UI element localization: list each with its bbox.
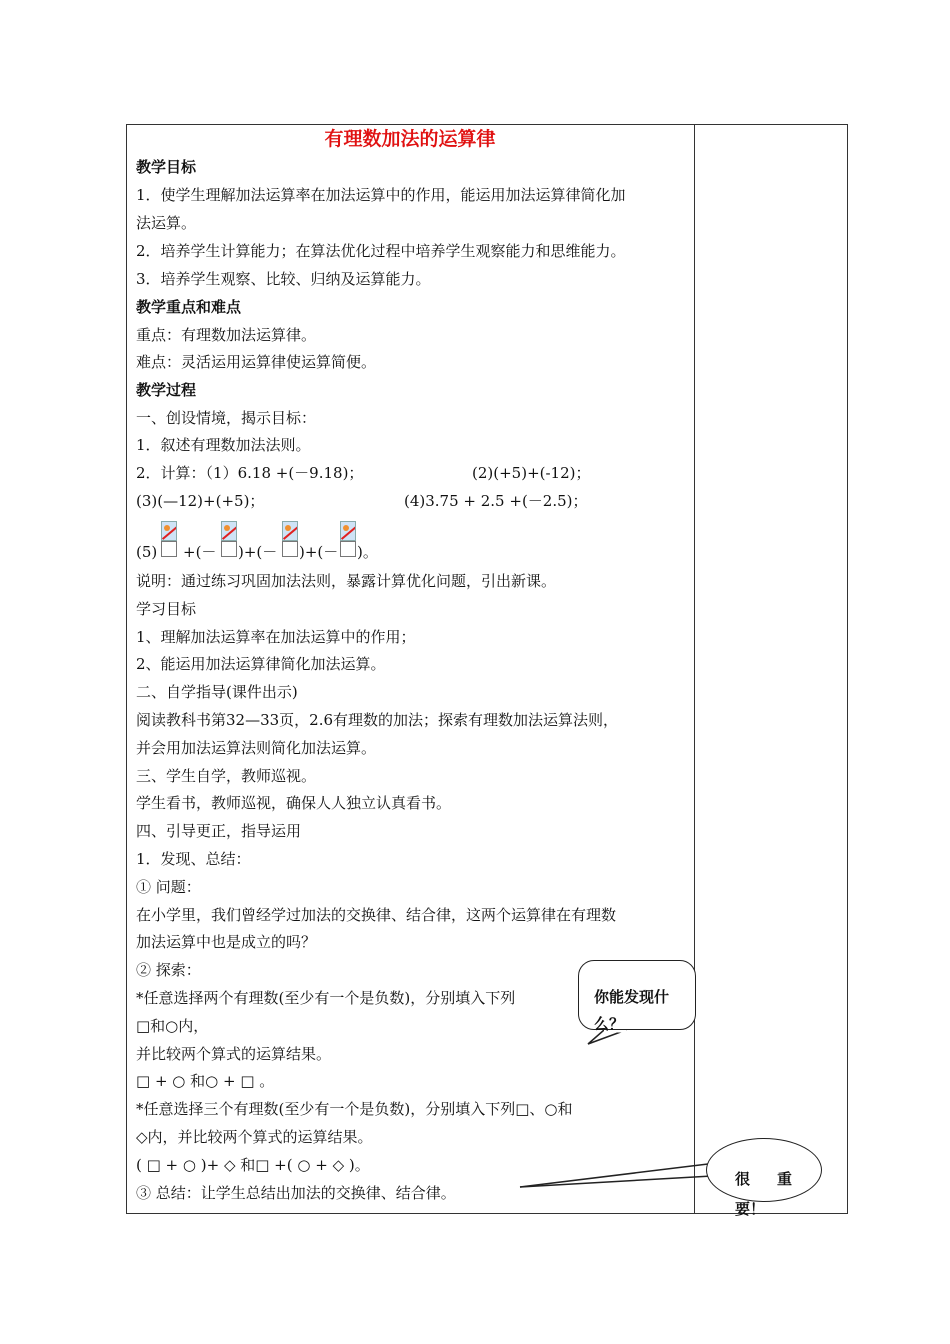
question-a: 在小学里，我们曾经学过加法的交换律、结合律，这两个运算律在有理数: [136, 906, 617, 924]
calc-2: (2)(+5)+(-12)；: [472, 464, 591, 482]
calc-1: 2．计算：（1）6.18 +(－9.18)；: [136, 464, 364, 482]
callout-bubble-important: [706, 1138, 822, 1202]
objective-3: 3．培养学生观察、比较、归纳及运算能力。: [136, 270, 431, 288]
explore-2-expression: ( □ + ○ )+ ◇ 和□ +( ○ + ◇ )。: [136, 1156, 370, 1174]
focus-heading: 教学重点和难点: [136, 298, 242, 316]
explore-2b: ◇内，并比较两个算式的运算结果。: [136, 1128, 373, 1146]
calc-5-end: )。: [357, 543, 378, 561]
step-3: 三、学生自学，教师巡视。: [136, 767, 317, 785]
objectives-heading: 教学目标: [136, 158, 197, 176]
summary: ③ 总结：让学生总结出加法的交换律、结合律。: [136, 1184, 456, 1202]
callout-2-text-a: 很: [735, 1170, 751, 1188]
goal-heading: 学习目标: [136, 600, 197, 618]
goal-1: 1、理解加法运算率在加法运算中的作用；: [136, 628, 416, 646]
reading-a: 阅读教科书第32—33页，2.6有理数的加法；探索有理数加法运算法则，: [136, 711, 619, 729]
explore-1b: □和○内，: [136, 1017, 209, 1035]
explore-1a: *任意选择两个有理数(至少有一个是负数)，分别填入下列: [136, 989, 516, 1007]
difficult-point: 难点：灵活运用运算律使运算简便。: [136, 353, 377, 371]
discover: 1．发现、总结：: [136, 850, 251, 868]
calc-3: (3)(—12)+(+5)；: [136, 492, 265, 510]
process-heading: 教学过程: [136, 381, 197, 399]
objective-1b: 法运算。: [136, 214, 197, 232]
callout-1-text-a: 你能发现什: [594, 988, 670, 1006]
objective-2: 2．培养学生计算能力；在算法优化过程中培养学生观察能力和思维能力。: [136, 242, 626, 260]
question-label: ① 问题：: [136, 878, 201, 896]
explore-1c: 并比较两个算式的运算结果。: [136, 1045, 332, 1063]
calc-5-op1: +(－: [183, 543, 217, 561]
callout-2-text-c: 要！: [735, 1200, 766, 1218]
step-3-detail: 学生看书，教师巡视，确保人人独立认真看书。: [136, 794, 452, 812]
goal-2: 2、能运用加法运算律简化加法运算。: [136, 655, 386, 673]
callout-1-text-b: 么？: [594, 1015, 625, 1033]
callout-2-text-b: 重: [777, 1170, 793, 1188]
calc-5-op3: )+(－: [299, 543, 339, 561]
step-2: 二、自学指导(课件出示): [136, 683, 298, 701]
explore-2a: *任意选择三个有理数(至少有一个是负数)，分别填入下列□、○和: [136, 1100, 573, 1118]
calc-4: (4)3.75 + 2.5 +(－2.5)；: [404, 492, 588, 510]
key-point: 重点：有理数加法运算律。: [136, 326, 317, 344]
objective-1a: 1．使学生理解加法运算率在加法运算中的作用，能运用加法运算律简化加: [136, 186, 626, 204]
step-4: 四、引导更正，指导运用: [136, 822, 302, 840]
explore-1-expression: □ + ○ 和○ + □ 。: [136, 1072, 275, 1090]
question-b: 加法运算中也是成立的吗？: [136, 933, 317, 951]
step-1-1: 1．叙述有理数加法法则。: [136, 436, 311, 454]
calc-5-op2: )+(－: [238, 543, 278, 561]
page-title: 有理数加法的运算律: [324, 128, 496, 150]
note: 说明：通过练习巩固加法法则，暴露计算优化问题，引出新课。: [136, 572, 557, 590]
reading-b: 并会用加法运算法则简化加法运算。: [136, 739, 377, 757]
step-1: 一、创设情境，揭示目标：: [136, 409, 317, 427]
calc-5-prefix: (5): [136, 543, 158, 561]
explore-label: ② 探索：: [136, 961, 201, 979]
